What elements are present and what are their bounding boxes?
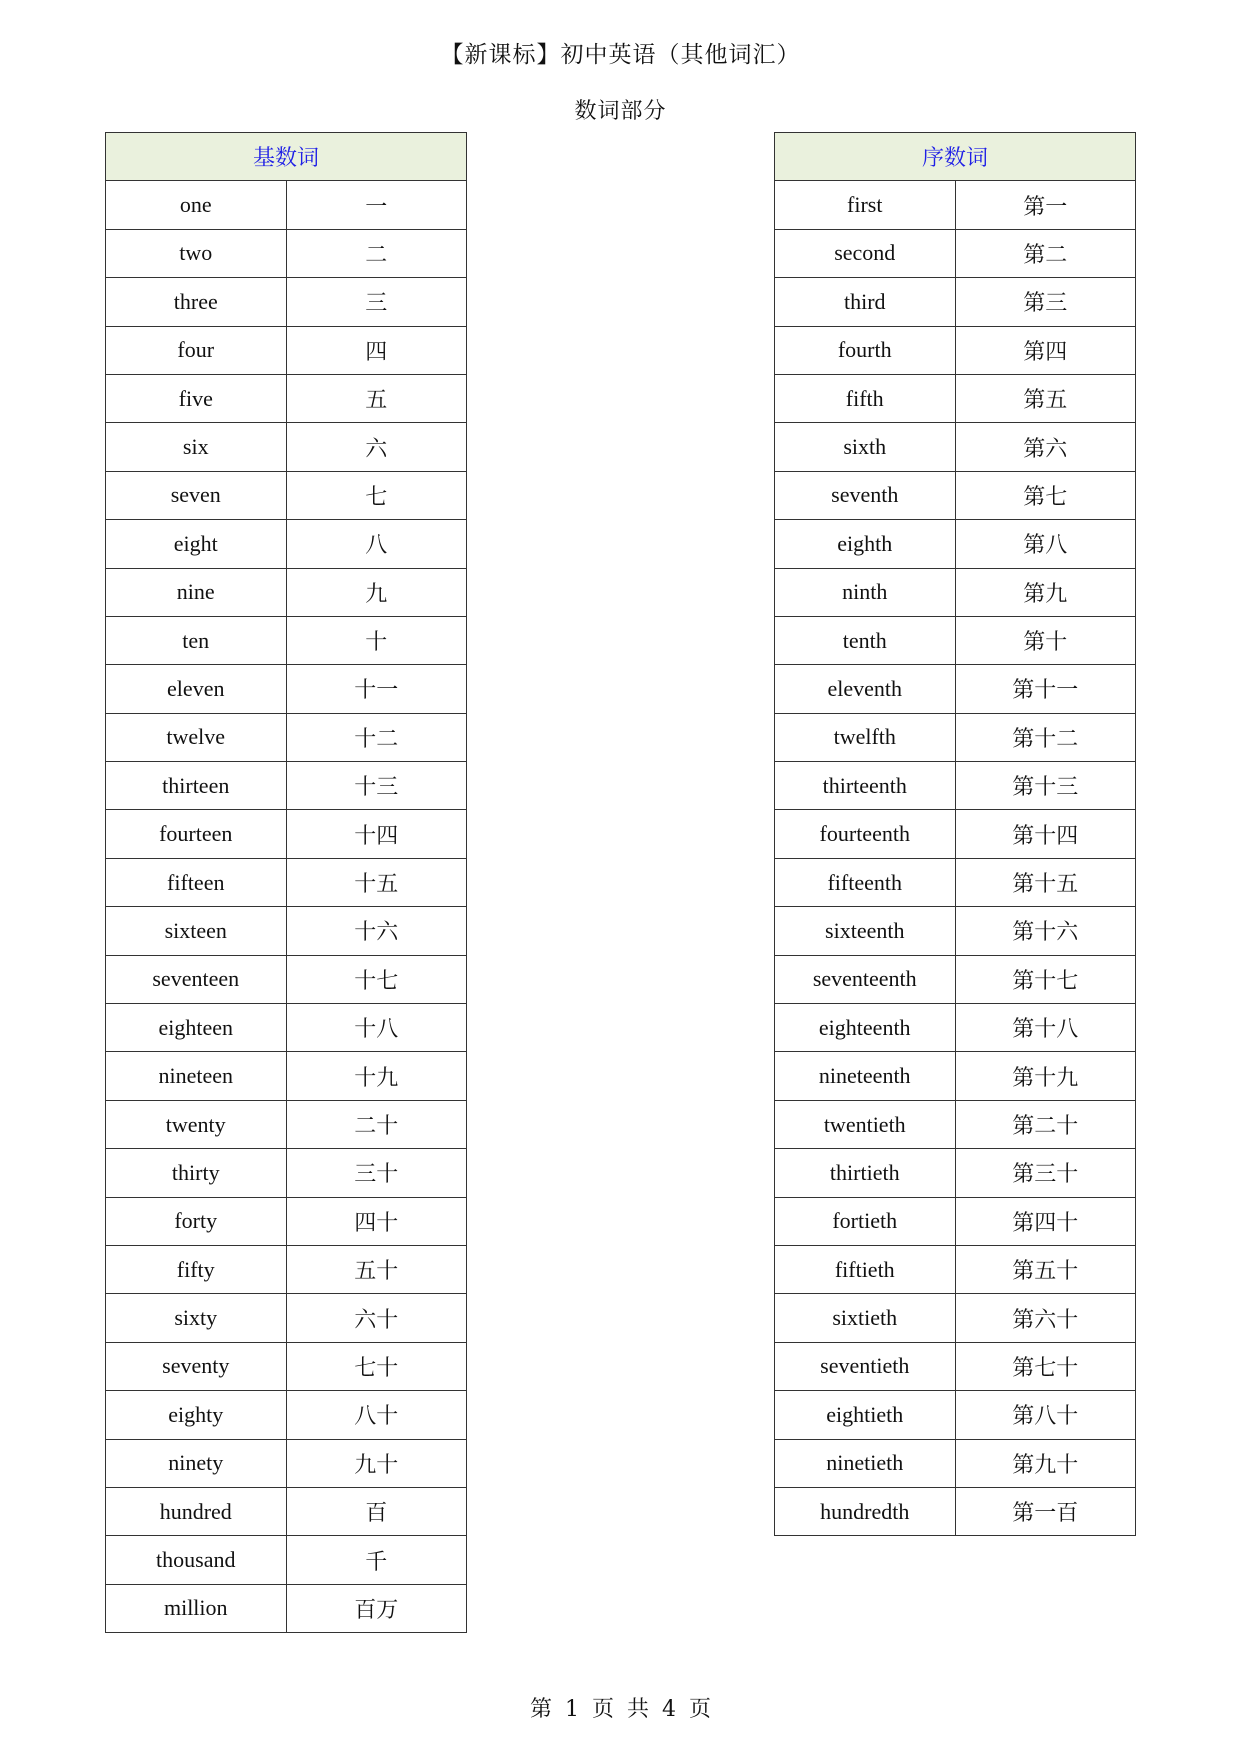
chinese-meaning: 九 [286, 568, 467, 616]
table-row [775, 1294, 1136, 1342]
english-word: eighty [106, 1391, 287, 1439]
english-word: ninetieth [775, 1439, 956, 1487]
chinese-meaning: 二 [286, 229, 467, 277]
table-row [775, 471, 1136, 519]
english-word: fourteen [106, 810, 287, 858]
english-word: seventeenth [775, 955, 956, 1003]
chinese-meaning: 三 [286, 278, 467, 326]
english-word: twenty [106, 1100, 287, 1148]
english-word: third [775, 278, 956, 326]
chinese-meaning: 第三十 [955, 1149, 1136, 1197]
table-header-row [106, 133, 467, 181]
table-row [106, 858, 467, 906]
english-word: seventieth [775, 1342, 956, 1390]
table-row [106, 181, 467, 229]
chinese-meaning: 第二十 [955, 1100, 1136, 1148]
chinese-meaning: 第一百 [955, 1487, 1136, 1535]
chinese-meaning: 第十四 [955, 810, 1136, 858]
table-row [106, 568, 467, 616]
table-row [775, 181, 1136, 229]
english-word: eleven [106, 665, 287, 713]
english-word: fifth [775, 374, 956, 422]
table-row [106, 762, 467, 810]
table-row [106, 423, 467, 471]
chinese-meaning: 二十 [286, 1100, 467, 1148]
english-word: seventh [775, 471, 956, 519]
table-row [106, 229, 467, 277]
table-row [775, 1487, 1136, 1535]
english-word: thirteenth [775, 762, 956, 810]
english-word: nineteenth [775, 1052, 956, 1100]
table-row [106, 1245, 467, 1293]
table-row [106, 1487, 467, 1535]
english-word: nineteen [106, 1052, 287, 1100]
chinese-meaning: 三十 [286, 1149, 467, 1197]
chinese-meaning: 十 [286, 616, 467, 664]
table-row [106, 907, 467, 955]
chinese-meaning: 第六十 [955, 1294, 1136, 1342]
chinese-meaning: 七 [286, 471, 467, 519]
english-word: hundred [106, 1487, 287, 1535]
english-word: seventy [106, 1342, 287, 1390]
chinese-meaning: 六 [286, 423, 467, 471]
chinese-meaning: 第十五 [955, 858, 1136, 906]
table-row [775, 665, 1136, 713]
english-word: sixty [106, 1294, 287, 1342]
english-word: tenth [775, 616, 956, 664]
chinese-meaning: 第十二 [955, 713, 1136, 761]
chinese-meaning: 第五十 [955, 1245, 1136, 1293]
table-row [106, 1100, 467, 1148]
chinese-meaning: 第十三 [955, 762, 1136, 810]
section-subtitle: 数词部分 [574, 99, 667, 124]
table-row [775, 1439, 1136, 1487]
english-word: fortieth [775, 1197, 956, 1245]
english-word: twelfth [775, 713, 956, 761]
english-word: first [775, 181, 956, 229]
chinese-meaning: 第七十 [955, 1342, 1136, 1390]
chinese-meaning: 第四 [955, 326, 1136, 374]
chinese-meaning: 十三 [286, 762, 467, 810]
chinese-meaning: 五十 [286, 1245, 467, 1293]
table-row [106, 955, 467, 1003]
chinese-meaning: 第八十 [955, 1391, 1136, 1439]
english-word: ten [106, 616, 287, 664]
chinese-meaning: 第八 [955, 520, 1136, 568]
table-row [106, 1342, 467, 1390]
english-word: fiftieth [775, 1245, 956, 1293]
english-word: eighteenth [775, 1004, 956, 1052]
chinese-meaning: 第七 [955, 471, 1136, 519]
table-row [106, 665, 467, 713]
table-row [775, 1245, 1136, 1293]
english-word: fifty [106, 1245, 287, 1293]
english-word: seven [106, 471, 287, 519]
table-row [775, 326, 1136, 374]
chinese-meaning: 九十 [286, 1439, 467, 1487]
chinese-meaning: 第五 [955, 374, 1136, 422]
english-word: ninth [775, 568, 956, 616]
table-row [775, 1100, 1136, 1148]
english-word: second [775, 229, 956, 277]
table-row [775, 520, 1136, 568]
table-row [106, 374, 467, 422]
english-word: eightieth [775, 1391, 956, 1439]
table-row [106, 1439, 467, 1487]
table-row [775, 1052, 1136, 1100]
table-row [775, 810, 1136, 858]
table-row [106, 713, 467, 761]
english-word: fifteenth [775, 858, 956, 906]
table-row [106, 1149, 467, 1197]
english-word: four [106, 326, 287, 374]
chinese-meaning: 第十一 [955, 665, 1136, 713]
chinese-meaning: 十八 [286, 1004, 467, 1052]
table-row [106, 1536, 467, 1584]
table-row [106, 1391, 467, 1439]
table-row [106, 616, 467, 664]
chinese-meaning: 第十七 [955, 955, 1136, 1003]
cardinal-numbers-table [105, 132, 467, 1633]
table-row [106, 810, 467, 858]
chinese-meaning: 十一 [286, 665, 467, 713]
english-word: forty [106, 1197, 287, 1245]
english-word: sixteenth [775, 907, 956, 955]
table-row [775, 278, 1136, 326]
table-row [775, 762, 1136, 810]
english-word: nine [106, 568, 287, 616]
table-row [775, 907, 1136, 955]
table-row [775, 955, 1136, 1003]
english-word: eighth [775, 520, 956, 568]
english-word: fifteen [106, 858, 287, 906]
english-word: ninety [106, 1439, 287, 1487]
chinese-meaning: 第二 [955, 229, 1136, 277]
english-word: sixtieth [775, 1294, 956, 1342]
chinese-meaning: 第四十 [955, 1197, 1136, 1245]
ordinal-header: 序数词 [775, 133, 1136, 181]
english-word: thousand [106, 1536, 287, 1584]
chinese-meaning: 十二 [286, 713, 467, 761]
chinese-meaning: 第三 [955, 278, 1136, 326]
table-header-row [775, 133, 1136, 181]
table-row [775, 1004, 1136, 1052]
chinese-meaning: 第一 [955, 181, 1136, 229]
table-row [775, 713, 1136, 761]
english-word: thirty [106, 1149, 287, 1197]
chinese-meaning: 百 [286, 1487, 467, 1535]
chinese-meaning: 第九十 [955, 1439, 1136, 1487]
page-title: 【新课标】初中英语（其他词汇） [440, 42, 801, 68]
table-row [775, 568, 1136, 616]
chinese-meaning: 第十 [955, 616, 1136, 664]
chinese-meaning: 四十 [286, 1197, 467, 1245]
english-word: eleventh [775, 665, 956, 713]
english-word: three [106, 278, 287, 326]
chinese-meaning: 七十 [286, 1342, 467, 1390]
chinese-meaning: 五 [286, 374, 467, 422]
english-word: seventeen [106, 955, 287, 1003]
chinese-meaning: 十六 [286, 907, 467, 955]
table-row [106, 1584, 467, 1632]
english-word: eighteen [106, 1004, 287, 1052]
english-word: one [106, 181, 287, 229]
cardinal-header: 基数词 [106, 133, 467, 181]
table-row [106, 471, 467, 519]
english-word: thirtieth [775, 1149, 956, 1197]
chinese-meaning: 千 [286, 1536, 467, 1584]
chinese-meaning: 八 [286, 520, 467, 568]
chinese-meaning: 六十 [286, 1294, 467, 1342]
table-row [775, 1197, 1136, 1245]
english-word: twelve [106, 713, 287, 761]
chinese-meaning: 十九 [286, 1052, 467, 1100]
table-row [106, 278, 467, 326]
chinese-meaning: 十四 [286, 810, 467, 858]
table-row [775, 858, 1136, 906]
table-row [775, 1149, 1136, 1197]
english-word: fourteenth [775, 810, 956, 858]
table-row [775, 1342, 1136, 1390]
chinese-meaning: 四 [286, 326, 467, 374]
ordinal-numbers-table [774, 132, 1136, 1536]
table-row [775, 1391, 1136, 1439]
chinese-meaning: 第十九 [955, 1052, 1136, 1100]
table-row [106, 1294, 467, 1342]
table-row [775, 229, 1136, 277]
english-word: sixteen [106, 907, 287, 955]
english-word: six [106, 423, 287, 471]
english-word: twentieth [775, 1100, 956, 1148]
english-word: five [106, 374, 287, 422]
page-number: 第 1 页 共 4 页 [530, 1697, 711, 1722]
chinese-meaning: 十五 [286, 858, 467, 906]
chinese-meaning: 八十 [286, 1391, 467, 1439]
chinese-meaning: 第十六 [955, 907, 1136, 955]
chinese-meaning: 第九 [955, 568, 1136, 616]
table-row [106, 1004, 467, 1052]
table-row [106, 1197, 467, 1245]
english-word: two [106, 229, 287, 277]
english-word: thirteen [106, 762, 287, 810]
table-row [106, 520, 467, 568]
english-word: eight [106, 520, 287, 568]
table-row [775, 423, 1136, 471]
table-row [775, 616, 1136, 664]
table-row [106, 326, 467, 374]
table-row [106, 1052, 467, 1100]
chinese-meaning: 百万 [286, 1584, 467, 1632]
chinese-meaning: 一 [286, 181, 467, 229]
english-word: sixth [775, 423, 956, 471]
english-word: fourth [775, 326, 956, 374]
chinese-meaning: 第六 [955, 423, 1136, 471]
english-word: million [106, 1584, 287, 1632]
chinese-meaning: 第十八 [955, 1004, 1136, 1052]
chinese-meaning: 十七 [286, 955, 467, 1003]
english-word: hundredth [775, 1487, 956, 1535]
table-row [775, 374, 1136, 422]
